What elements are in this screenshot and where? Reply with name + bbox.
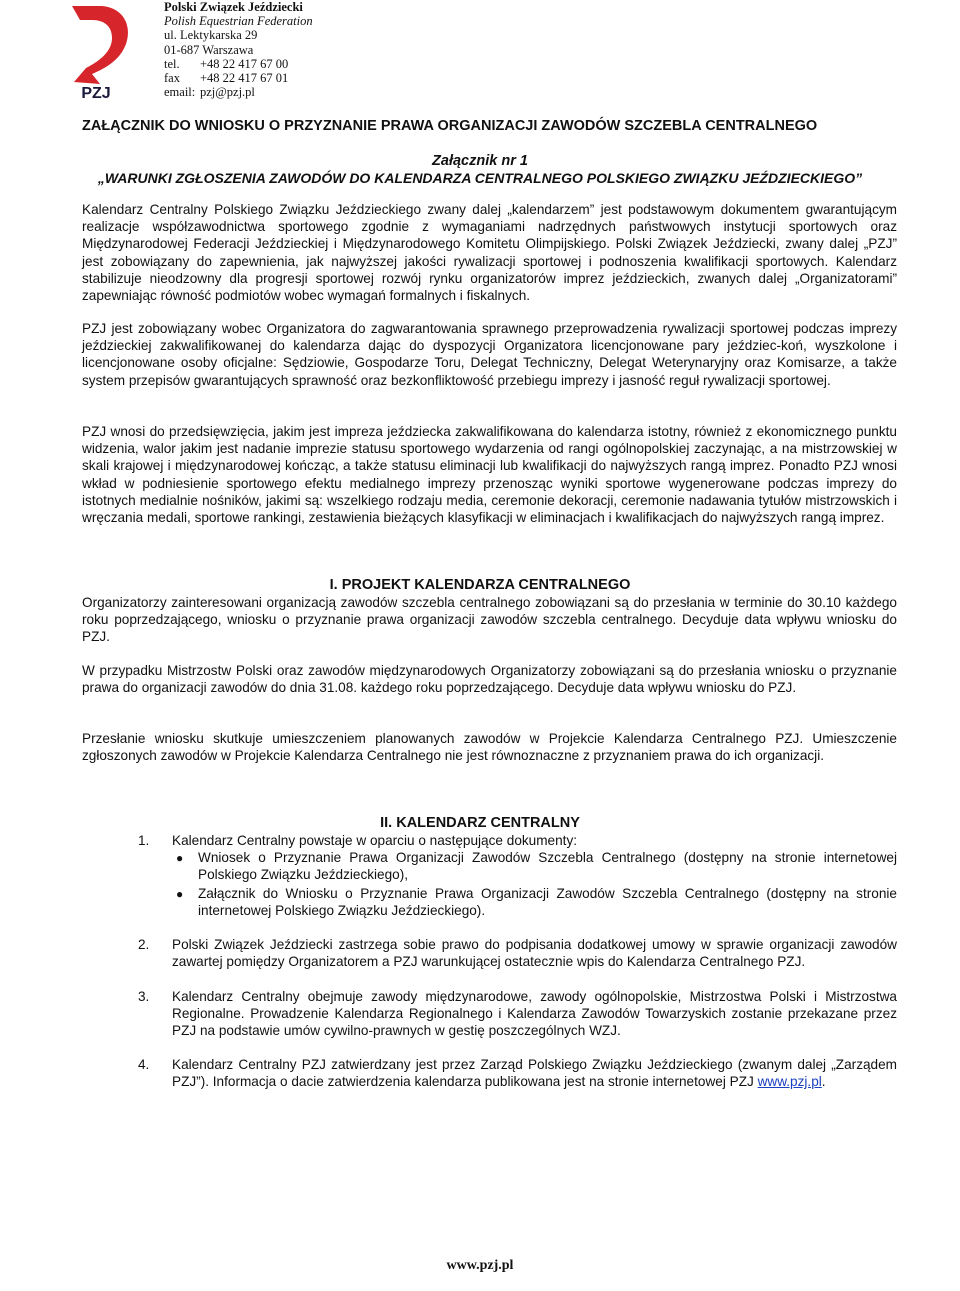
fax-label: fax <box>164 71 180 86</box>
org-name-en: Polish Equestrian Federation <box>164 14 313 29</box>
section-1-paragraph-3: Przesłanie wniosku skutkuje umieszczeniem planowanych zawodów w Projekcie Kalendarza Centralnego PZJ. Umieszczenie zgłoszonych zawodów w Projekcie Kalendarza Centralnego nie jest równoznaczne z przyznaniem prawa do ich organizacji. <box>82 731 897 764</box>
org-email <box>164 85 313 99</box>
list-item-2-text: Polski Związek Jeździecki zastrzega sobie prawo do podpisania dodatkowej umowy w sprawie organizacji zawodów zawartej pomiędzy Organizatorem a PZJ warunkującej ostatecznie wpis do Kalendarza Centralnego PZJ. <box>172 937 897 970</box>
intro-paragraph-2: PZJ jest zobowiązany wobec Organizatora do zagwarantowania sprawnego przeprowadzenia rywalizacji sportowej podczas imprezy jeździeckiej zakwalifikowanej do kalendarza dając do dyspozycji Organizatora licencjonowane pary jeździec-koń, wyszkolone i licencjonowane osoby oficjalne: Sędziowie, Gospodarze Toru, Delegat Techniczny, Delegat Weterynaryjny oraz Komisarze, a także system przepisów gwarantujących sprawność oraz bezkonfliktowość przebiegu imprezy i jasność reguł rywalizacji sportowej. <box>82 321 897 388</box>
list-item-1-text: Kalendarz Centralny powstaje w oparciu o następujące dokumenty: <box>172 833 578 848</box>
org-fax <box>164 71 313 85</box>
org-name: Polski Związek Jeździecki <box>164 0 303 14</box>
tel-value: +48 22 417 67 00 <box>200 56 289 71</box>
bullet-item-1: Wniosek o Przyznanie Prawa Organizacji Zawodów Szczebla Centralnego (dostępny na stronie internetowej Polskiego Związku Jeździeckiego), <box>198 850 897 883</box>
section-1-paragraph-1: Organizatorzy zainteresowani organizacją zawodów szczebla centralnego zobowiązani są do przesłania w terminie do 30.10 każdego roku poprzedzającego, wniosku o przyznanie prawa organizacji zawodów szczebla centralnego. Decyduje data wpływu wniosku do PZJ. <box>82 595 897 645</box>
bullet-2-icon: ● <box>176 887 184 901</box>
logo-text: PZJ <box>81 85 111 100</box>
section-1-paragraph-2: W przypadku Mistrzostw Polski oraz zawodów międzynarodowych Organizatorzy zobowiązani są do przesłania wniosku o przyznanie prawa do organizacji zawodów do dnia 31.08. każdego roku poprzedzającego. Decyduje data wpływu wniosku do PZJ. <box>82 663 897 696</box>
section-2-heading: II. KALENDARZ CENTRALNY <box>380 815 580 831</box>
document-title: ZAŁĄCZNIK DO WNIOSKU O PRZYZNANIE PRAWA ORGANIZACJI ZAWODÓW SZCZEBLA CENTRALNEGO <box>82 118 818 134</box>
footer-url[interactable]: www.pzj.pl <box>446 1258 514 1273</box>
org-address-city: 01-687 Warszawa <box>164 42 254 57</box>
intro-paragraph-3: PZJ wnosi do przedsięwzięcia, jakim jest impreza jeździecka zakwalifikowana do kalendarza istotny, również z ekonomicznego punktu widzenia, walor jakim jest nadanie imprezie statusu sportowego wydarzenia od rangi ogólnopolskiej zaczynając, a na mistrzowskiej w skali krajowej i międzynarodowej kończąc, a także statusu eliminacji lub kwalifikacji do najwyższych rangą imprez. Ponadto PZJ wnosi wkład w podniesienie sportowego efektu medialnego imprezy przenosząc wyniki sportowe wygenerowane podczas imprezy do istotnych medialnie nośników, jakimi są: wszelkiego rodzaju media, ceremonie dekoracji, ceremonie nadawania tytułów mistrzowskich i wręczania medali, sportowe rankingi, zestawienia bieżących klasyfikacji w eliminacjach i kwalifikacjach do najwyższych rangą imprez. <box>82 424 897 526</box>
email-label: email: <box>164 85 196 100</box>
list-item-4-text: Kalendarz Centralny PZJ zatwierdzany jest przez Zarząd Polskiego Związku Jeździeckiego (zwanym dalej „Zarządem PZJ”). Informacja o dacie zatwierdzenia kalendarza publikowana jest na stronie internetowej PZJ <box>172 1057 897 1090</box>
fax-value: +48 22 417 67 01 <box>200 71 289 86</box>
bullet-item-2: Załącznik do Wniosku o Przyznanie Prawa Organizacji Zawodów Szczebla Centralnego (dostępny na stronie internetowej Polskiego Związku Jeździeckiego). <box>198 886 897 919</box>
list-item-3-number: 3. <box>138 989 150 1004</box>
list-item-4-number: 4. <box>138 1057 150 1072</box>
org-address-street: ul. Lektykarska 29 <box>164 28 258 43</box>
bullet-1-icon: ● <box>176 851 184 865</box>
pzj-website-link[interactable]: www.pzj.pl <box>757 1074 822 1090</box>
intro-paragraph-1: Kalendarz Centralny Polskiego Związku Jeździeckiego zwany dalej „kalendarzem” jest podstawowym dokumentem gwarantującym realizacje współzawodnictwa sportowego zgodnie z wymaganiami nadrzędnych państwowych instytucji sportowych oraz Międzynarodowej Federacji Jeździeckiej i Międzynarodowego Komitetu Olimpijskiego. Polski Związek Jeździecki, zwany dalej „PZJ” jest zobowiązany do zapewnienia, jak najwyższej jakości rywalizacji sportowej i podnoszenia kwalifikacji sportowych. Kalendarz stabilizuje nieodzowny dla progresji sportowej rozwój rynku organizatorów imprez jeździeckich, zwanych dalej „Organizatorami” zapewniając równość podmiotów wobec wymagań formalnych i fiskalnych. <box>82 202 897 304</box>
org-tel <box>164 57 313 71</box>
document-subtitle-attachment: Załącznik nr 1 <box>432 153 528 169</box>
logo-mark-icon <box>72 6 128 84</box>
email-value[interactable]: pzj@pzj.pl <box>200 85 255 100</box>
pzj-logo <box>66 4 136 100</box>
list-item-1-number: 1. <box>138 833 150 848</box>
list-item-4-block <box>172 1056 897 1090</box>
list-item-3-text: Kalendarz Centralny obejmuje zawody międzynarodowe, zawody ogólnopolskie, Mistrzostwa Polski i Mistrzostwa Regionalne. Prowadzenie Kalendarza Regionalnego i Kalendarza Zawodów Towarzyskich zostanie przekazane przez PZJ na podstawie umów cywilno-prawnych w gestię poszczególnych WZJ. <box>172 989 897 1039</box>
org-header <box>164 0 313 99</box>
document-subtitle-conditions: „WARUNKI ZGŁOSZENIA ZAWODÓW DO KALENDARZA CENTRALNEGO POLSKIEGO ZWIĄZKU JEŹDZIECKIEGO” <box>97 170 863 186</box>
list-item-2-number: 2. <box>138 937 150 952</box>
tel-label: tel. <box>164 56 180 71</box>
section-1-heading: I. PROJEKT KALENDARZA CENTRALNEGO <box>329 577 631 593</box>
list-item-4-suffix: . <box>821 1074 826 1090</box>
